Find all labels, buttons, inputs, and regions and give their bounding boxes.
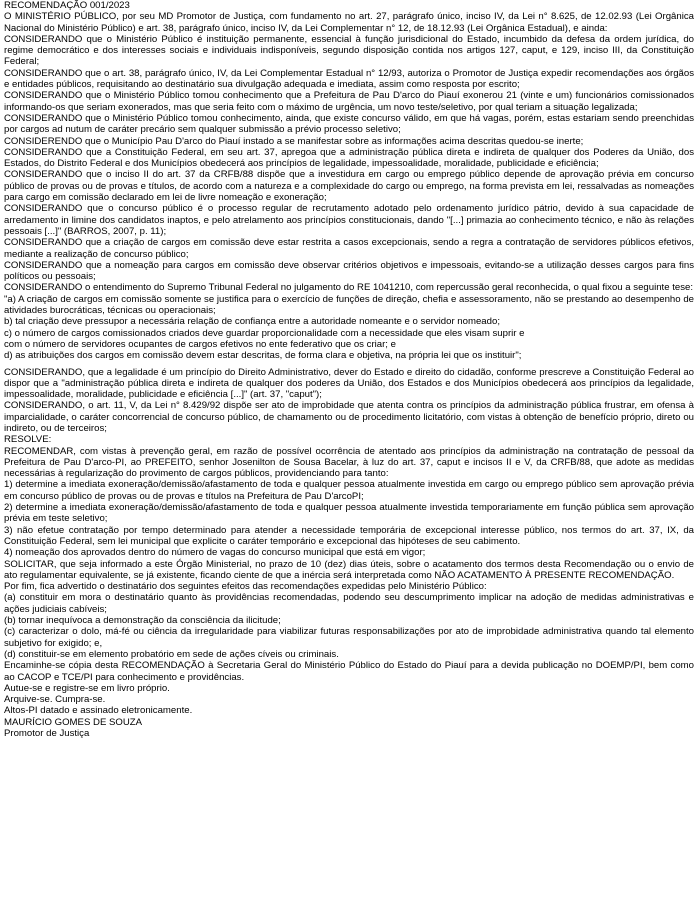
por-fim-paragraph: Por fim, fica advertido o destinatário dos seguintes efeitos das recomendações expedidas pelo Ministério Público: — [4, 581, 487, 593]
efeito-item: (a) constituir em mora o destinatário quanto às providências recomendadas, podendo seu descumprimento implicar na adoção de medidas administrativas e ações judiciais cabíveis; — [4, 592, 694, 615]
efeito-item: (c) caracterizar o dolo, má-fé ou ciência da irregularidade para viabilizar futuras responsabilizações por ato de improbidade administrativa quando tal elemento subjetivo for exigido; e, — [4, 626, 694, 649]
tese-item: com o número de servidores ocupantes de cargos efetivos no ente federativo que os criar; e — [4, 338, 396, 350]
efeito-item: (b) tornar inequívoca a demonstração da consciência da ilicitude; — [4, 615, 281, 627]
recomendar-paragraph: RECOMENDAR, com vistas à prevenção geral, em razão de possível ocorrência de atentado aos princípios da administração na contratação de pessoal da Prefeitura de Pau D'arco-PI, ao PREFEITO, senhor Josenilton de Sousa Bacelar, à luz do art. 37, caput e incisos II e V, da CRFB/88, que adote as medidas necessárias à regularização do provimento de cargos públicos, providenciando para tanto: — [4, 445, 694, 480]
medida-item: 3) não efetue contratação por tempo determinado para atender a necessidade temporária de excepcional interesse público, nos termos do art. 37, IX, da Constituição Federal, sem lei municipal que explicite o caráter temporário e excepcional das hipóteses de seu cabimento. — [4, 524, 694, 547]
solicitar-paragraph: SOLICITAR, que seja informado a este Órgão Ministerial, no prazo de 10 (dez) dias úteis, sobre o acatamento dos termos desta Recomendação ou o envio de ato regulamentar equivalente, se já existente, ficando ciente de que a inércia será interpretada como NÃO ACATAMENTO À PRESENTE RECOMENDAÇÃO. — [4, 558, 694, 581]
document-title: RECOMENDAÇÃO 001/2023 — [4, 0, 130, 11]
tese-item: d) as atribuições dos cargos em comissão devem estar descritas, de forma clara e objetiva, na própria lei que os instituir"; — [4, 350, 522, 362]
considerando-paragraph: CONSIDERENDO que o Município Pau D'arco do Piauí instado a se manifestar sobre as informações acima descritas quedou-se inerte; — [4, 135, 584, 147]
intro-paragraph: O MINISTÉRIO PÚBLICO, por seu MD Promotor de Justiça, com fundamento no art. 27, parágrafo único, inciso IV, da Lei n° 8.625, de 12.02.93 (Lei Orgânica Nacional do Ministério Público) e art. 38, parágrafo único, inciso IV, da Lei Complementar n° 12, de 18.12.93 (Lei Orgânica Estadual), e ainda: — [4, 11, 694, 34]
medida-item: 4) nomeação dos aprovados dentro do número de vagas do concurso municipal que está em vigor; — [4, 547, 426, 559]
tese-item: "a) A criação de cargos em comissão somente se justifica para o exercício de funções de direção, chefia e assessoramento, não se prestando ao desempenho de atividades burocráticas, técnicas ou operacionais; — [4, 293, 694, 317]
considerando-paragraph: CONSIDERANDO o entendimento do Supremo Tribunal Federal no julgamento do RE 1041210, com repercussão geral reconhecida, o qual fixou a seguinte tese: — [4, 282, 694, 294]
signatory-role: Promotor de Justiça — [4, 728, 90, 739]
considerando-paragraph: CONSIDERANDO que a criação de cargos em comissão deve estar restrita a casos excepcionais, sendo a regra a contratação de servidores públicos efetivos, mediante a realização de concurso público; — [4, 237, 694, 260]
closing-line: Arquive-se. Cumpra-se. — [4, 694, 106, 706]
considerando-paragraph: CONSIDERANDO que a nomeação para cargos em comissão deve observar critérios objetivos e impessoais, evitando-se a utilização desses cargos para fins políticos ou pessoais; — [4, 259, 694, 283]
considerando-paragraph: CONSIDERANDO que o Ministério Público é instituição permanente, essencial à função jurisdicional do Estado, incumbido da defesa da ordem jurídica, do regime democrático e dos interesses sociais e individuais indisponíveis, segundo disposição contida nos artigos 127, caput, e 129, inciso III, da Constituição Federal; — [4, 33, 694, 68]
medida-item: 1) determine a imediata exoneração/demissão/afastamento de toda e qualquer pessoa atualmente investida em cargo ou emprego público sem aprovação prévia em concurso público de provas ou de provas e títulos na Prefeitura de Pau D'arcoPI; — [4, 479, 694, 502]
considerando-paragraph: CONSIDERANDO que o inciso II do art. 37 da CRFB/88 dispõe que a investidura em cargo ou emprego público depende de aprovação prévia em concurso público de provas ou de provas e títulos, de acordo com a natureza e a complexidade do cargo ou emprego, na forma prevista em lei, ressalvadas as nomeações para cargo em comissão declarado em lei de livre nomeação e exoneração; — [4, 169, 694, 204]
efeito-item: (d) constituir-se em elemento probatório em sede de ações cíveis ou criminais. — [4, 648, 339, 660]
considerando-paragraph: CONSIDERANDO que o Ministério Público tomou conhecimento que a Prefeitura de Pau D'arco do Piauí exonerou 21 (vinte e um) funcionários comissionados informando-os que seriam exonerados, mas que seria feito com o máximo de urgência, um novo teste/seletivo, por qual teriam a situação legalizada; — [4, 90, 694, 113]
signatory-name: MAURÍCIO GOMES DE SOUZA — [4, 716, 143, 728]
considerando-paragraph: CONSIDERANDO que o concurso público é o processo regular de recrutamento adotado pelo ordenamento jurídico pátrio, devido à sua capacidade de arredamento in limine dos candidatos inaptos, e pelo atrelamento aos princípios constitucionais, dando "[...] primazia ao conhecimento técnico, e não às relações pessoais [...]" (BARROS, 2007, p. 11); — [4, 203, 694, 237]
considerando-paragraph: CONSIDERANDO, o art. 11, V, da Lei n° 8.429/92 dispõe ser ato de improbidade que atenta contra os princípios da administração pública frustrar, em ofensa à imparcialidade, o caráter concorrencial de concurso público, de chamamento ou de procedimento licitatório, com vistas à obtenção de benefício próprio, direto ou indireto, ou de terceiros; — [4, 400, 694, 434]
considerando-paragraph: CONSIDERANDO que o art. 38, parágrafo único, IV, da Lei Complementar Estadual n° 12/93, autoriza o Promotor de Justiça expedir recomendações aos órgãos e entidades públicos, requisitando ao destinatário sua divulgação adequada e imediata, assim como resposta por escrito; — [4, 67, 694, 91]
closing-line: Altos-PI datado e assinado eletronicamente. — [4, 705, 193, 717]
tese-item: c) o número de cargos comissionados criados deve guardar proporcionalidade com a necessidade que eles visam suprir e — [4, 327, 525, 339]
encaminhe-paragraph: Encaminhe-se cópia desta RECOMENDAÇÃO à Secretaria Geral do Ministério Público do Estado do Piauí para a devida publicação no DOEMP/PI, bem como ao CACOP e TCE/PI para conhecimento e providências. — [4, 660, 694, 683]
considerando-paragraph: CONSIDERANDO, que a legalidade é um princípio do Direito Administrativo, dever do Estado e direito do cidadão, conforme prescreve a Constituição Federal ao dispor que a "administração pública direta e indireta de qualquer dos poderes da União, dos Estados e dos Municípios obedecerá aos princípios da legalidade, impessoalidade, moralidade, publicidade e eficiência [...]" (art. 37, "caput"); — [4, 366, 694, 401]
considerando-paragraph: CONSIDERANDO que a Constituição Federal, em seu art. 37, apregoa que a administração pública direta e indireta de qualquer dos Poderes da União, dos Estados, do Distrito Federal e dos Municípios obedecerá aos princípios de legalidade, impessoalidade, moralidade, publicidade e eficiência; — [4, 146, 694, 170]
considerando-paragraph: CONSIDERANDO que o Ministério Público tomou conhecimento, ainda, que existe concurso válido, em que há vagas, porém, estas estariam sendo preenchidas por cargos ad nutum de caráter precário sem qualquer submissão a prévio processo seletivo; — [4, 112, 694, 136]
tese-item: b) tal criação deve pressupor a necessária relação de confiança entre a autoridade nomeante e o servidor nomeado; — [4, 316, 500, 328]
medida-item: 2) determine a imediata exoneração/demissão/afastamento de toda e qualquer pessoa atualmente investida temporariamente em função pública sem aprovação prévia em teste seletivo; — [4, 502, 694, 525]
closing-line: Autue-se e registre-se em livro próprio. — [4, 682, 170, 694]
resolve-heading: RESOLVE: — [4, 434, 52, 446]
